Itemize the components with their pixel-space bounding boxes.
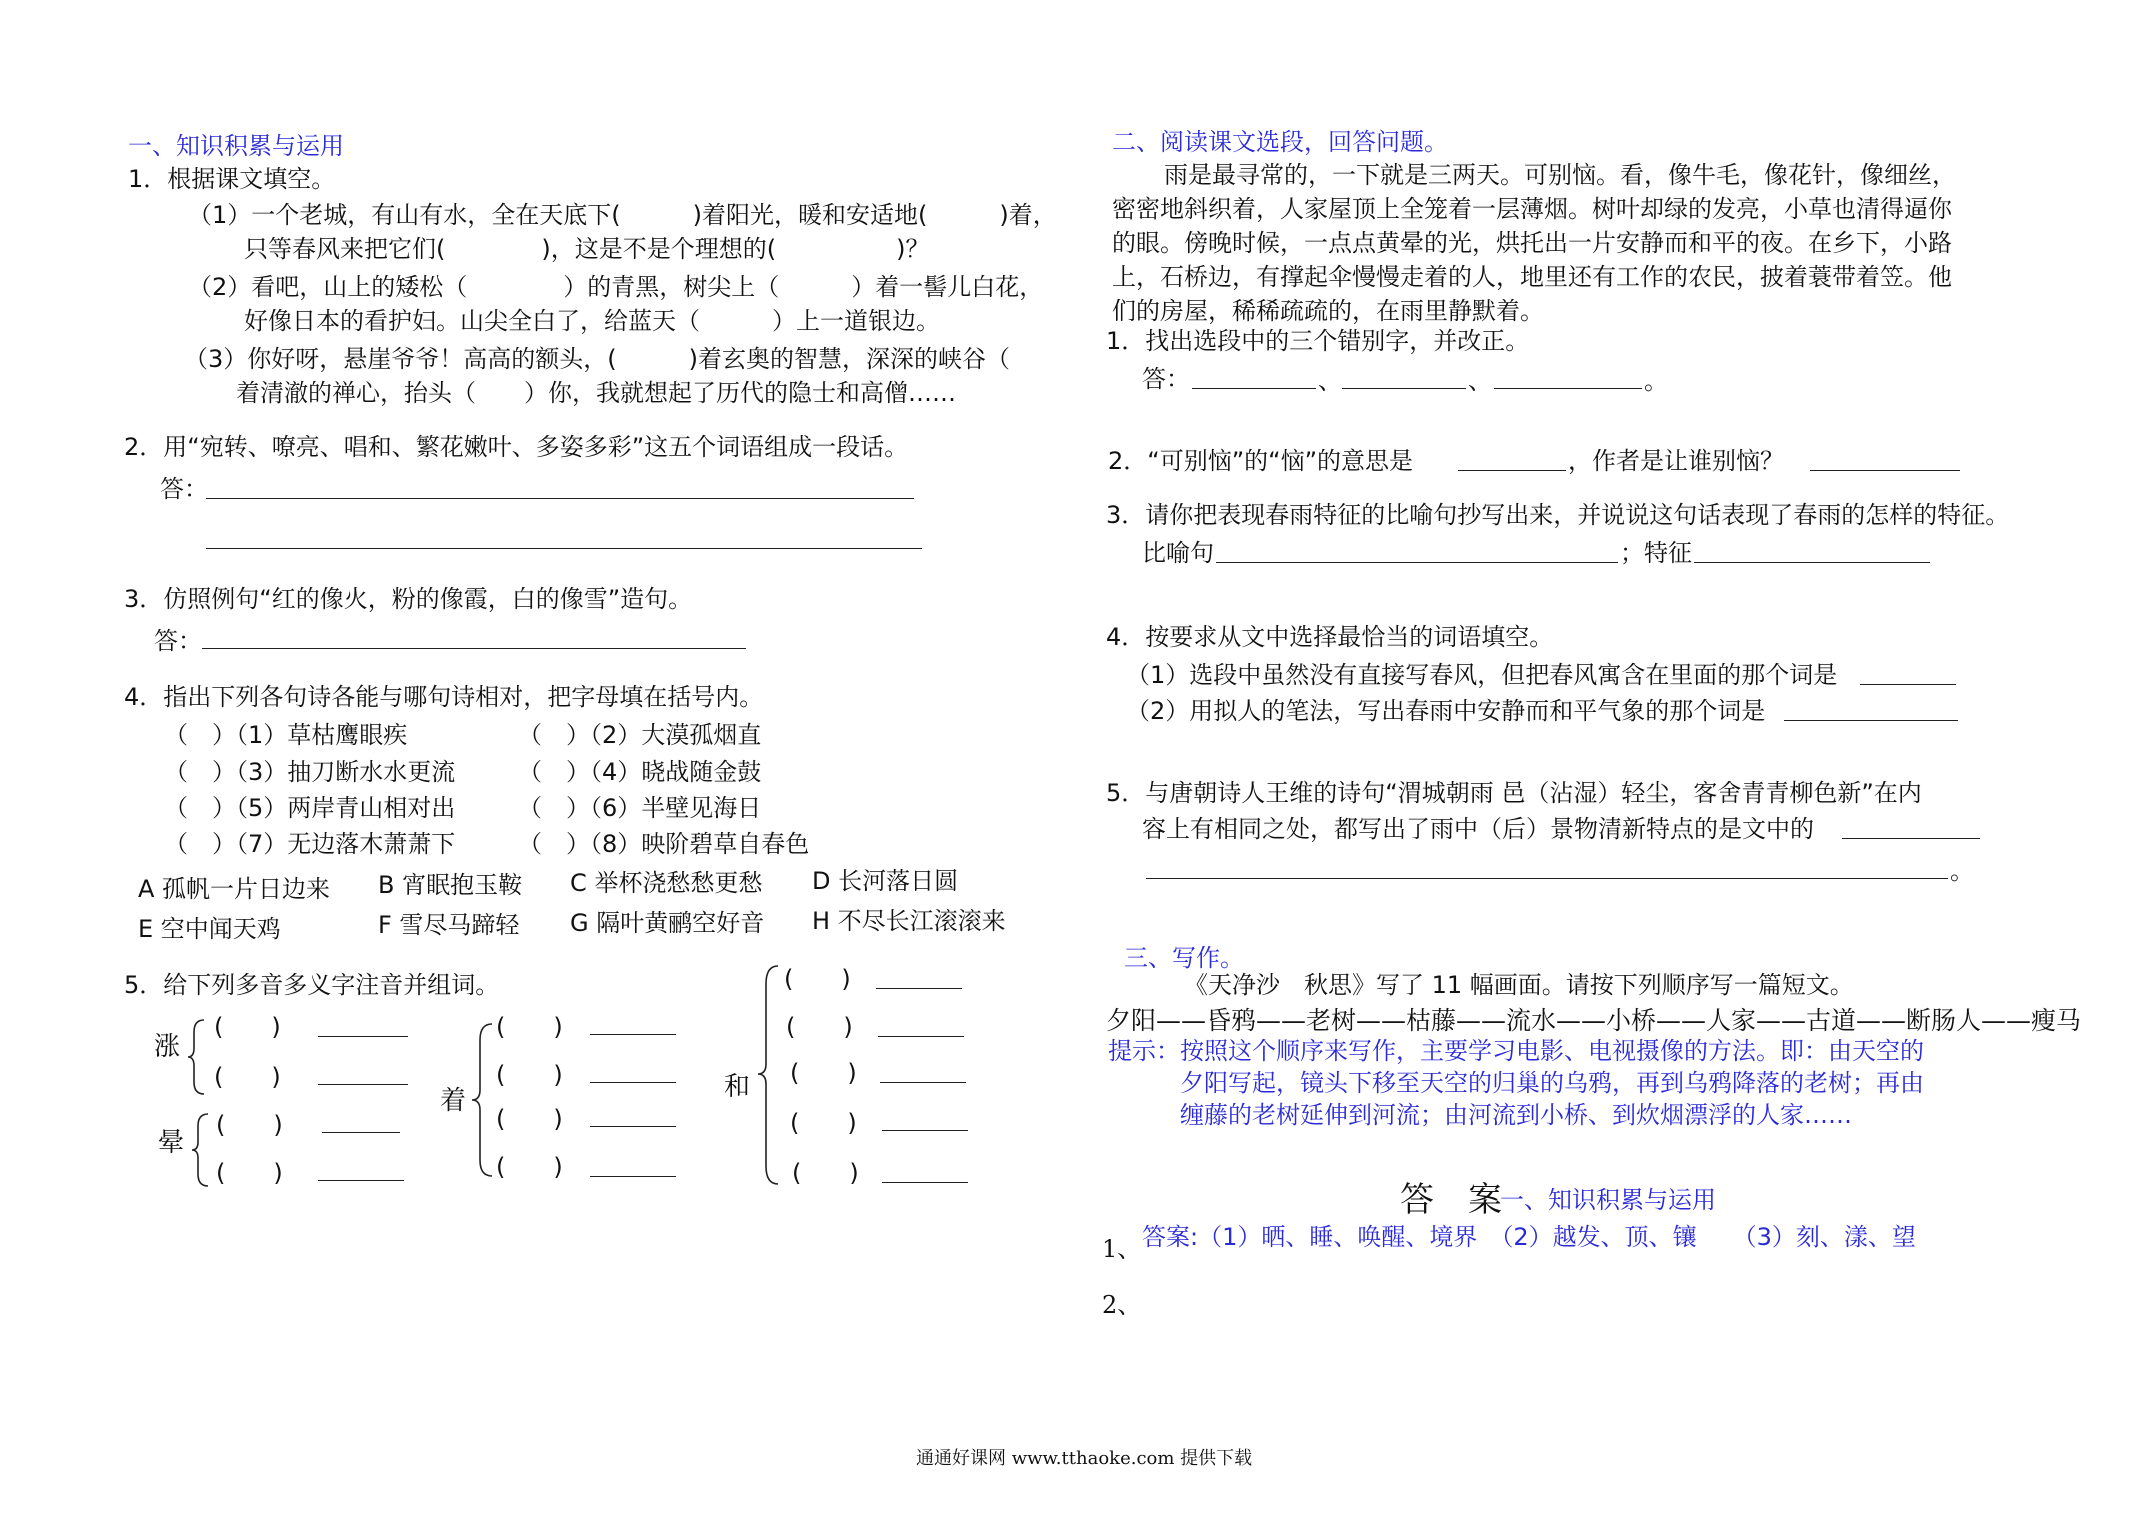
q1-p2-line1: （2）看吧，山上的矮松（ ）的青黑，树尖上（ ）着一髻儿白花， bbox=[188, 273, 1044, 301]
q5-zhang-line-1[interactable] bbox=[318, 1036, 408, 1037]
rq5-blank-2[interactable] bbox=[1146, 878, 1948, 879]
q5-he-paren-2: ( ) bbox=[786, 1013, 853, 1041]
q1-p3-line1: （3）你好呀，悬崖爷爷！高高的额头，( )着玄奥的智慧，深深的峡谷（ bbox=[184, 345, 1010, 373]
q5-zhe-paren-3: ( ) bbox=[496, 1105, 563, 1133]
q5-brace-zhe bbox=[470, 1022, 496, 1178]
q5-yun-paren-2: ( ) bbox=[216, 1159, 283, 1187]
q5-zhe-paren-4: ( ) bbox=[496, 1153, 563, 1181]
rq1-label: 1．找出选段中的三个错别字，并改正。 bbox=[1106, 327, 1530, 355]
q4-option-c: C 举杯浇愁愁更愁 bbox=[570, 869, 763, 897]
answer-2-number: 2、 bbox=[1102, 1291, 1142, 1319]
section1-title: 一、知识积累与运用 bbox=[128, 132, 344, 160]
rq4-sub2: （2）用拟人的笔法，写出春雨中安静而和平气象的那个词是 bbox=[1126, 697, 1766, 725]
answers-title: 答 案 bbox=[1400, 1180, 1502, 1220]
q3-label: 3．仿照例句“红的像火，粉的像霞，白的像雪”造句。 bbox=[124, 585, 693, 613]
q4-option-a: A 孤帆一片日边来 bbox=[138, 875, 331, 903]
rq1-blank-3[interactable] bbox=[1494, 388, 1642, 389]
writing-sequence: 夕阳——昏鸦——老树——枯藤——流水——小桥——人家——古道——断肠人——瘦马 bbox=[1106, 1006, 2082, 1035]
rq1-answer-prefix: 答： bbox=[1142, 365, 1190, 393]
rq5-line2: 容上有相同之处，都写出了雨中（后）景物清新特点的是文中的 bbox=[1142, 815, 1814, 843]
rq1-blank-2[interactable] bbox=[1342, 388, 1466, 389]
q1-label: 1．根据课文填空。 bbox=[128, 165, 336, 193]
q4-row3-right: （ ）（6）半壁见海日 bbox=[518, 794, 762, 822]
q5-char-he: 和 bbox=[724, 1072, 751, 1102]
q1-p1-line2: 只等春风来把它们( )，这是不是个理想的( )？ bbox=[244, 235, 930, 263]
q5-zhang-paren-1: ( ) bbox=[214, 1013, 281, 1041]
q4-option-f: F 雪尽马蹄轻 bbox=[378, 911, 520, 939]
q5-he-line-5[interactable] bbox=[882, 1182, 968, 1183]
q5-yun-paren-1: ( ) bbox=[216, 1111, 283, 1139]
q5-he-paren-5: ( ) bbox=[792, 1159, 859, 1187]
rq4-blank-1[interactable] bbox=[1860, 684, 1956, 685]
q4-option-g: G 隔叶黄鹂空好音 bbox=[570, 909, 765, 937]
passage-line-4: 上，石桥边，有撑起伞慢慢走着的人，地里还有工作的农民，披着蓑带着笠。他 bbox=[1112, 263, 1952, 291]
q5-label: 5．给下列多音多义字注音并组词。 bbox=[124, 971, 500, 999]
rq5-end: 。 bbox=[1950, 857, 1974, 885]
q5-char-zhang: 涨 bbox=[154, 1032, 181, 1062]
rq1-end: 。 bbox=[1644, 367, 1668, 395]
rq2-part1: 2．“可别恼”的“恼”的意思是 bbox=[1108, 447, 1414, 475]
q5-brace-he bbox=[756, 964, 782, 1186]
rq3-blank-2[interactable] bbox=[1694, 562, 1930, 563]
q1-p1-line1: （1）一个老城，有山有水，全在天底下( )着阳光，暖和安适地( )着， bbox=[188, 201, 1057, 229]
section3-title: 三、写作。 bbox=[1124, 944, 1244, 972]
writing-hint-3: 缠藤的老树延伸到河流；由河流到小桥、到炊烟漂浮的人家…… bbox=[1180, 1101, 1852, 1129]
q3-answer-line[interactable] bbox=[202, 648, 746, 649]
q2-answer-line-2[interactable] bbox=[206, 548, 922, 549]
q5-yun-line-2[interactable] bbox=[318, 1180, 404, 1181]
rq3-blank-1[interactable] bbox=[1216, 562, 1618, 563]
rq1-sep-2: 、 bbox=[1468, 367, 1492, 395]
q5-zhe-paren-2: ( ) bbox=[496, 1061, 563, 1089]
rq4-sub1: （1）选段中虽然没有直接写春风，但把春风寓含在里面的那个词是 bbox=[1126, 661, 1838, 689]
rq3-sub2: ；特征 bbox=[1620, 539, 1692, 567]
rq4-blank-2[interactable] bbox=[1784, 720, 1958, 721]
q5-char-yun: 晕 bbox=[158, 1128, 185, 1158]
q3-answer-prefix: 答： bbox=[154, 627, 202, 655]
q5-zhe-line-1[interactable] bbox=[590, 1034, 676, 1035]
answers-subtitle: 一、知识积累与运用 bbox=[1500, 1186, 1716, 1214]
rq1-sep-1: 、 bbox=[1318, 367, 1342, 395]
q5-zhang-line-2[interactable] bbox=[318, 1084, 408, 1085]
q1-p2-line2: 好像日本的看护妇。山尖全白了，给蓝天（ ）上一道银边。 bbox=[244, 307, 940, 335]
q5-zhe-line-3[interactable] bbox=[590, 1126, 676, 1127]
q5-he-line-3[interactable] bbox=[880, 1082, 966, 1083]
rq2-blank-2[interactable] bbox=[1810, 470, 1960, 471]
passage-line-1: 雨是最寻常的，一下就是三两天。可别恼。看，像牛毛，像花针，像细丝， bbox=[1164, 161, 1956, 189]
passage-line-5: 们的房屋，稀稀疏疏的，在雨里静默着。 bbox=[1112, 297, 1544, 325]
q2-answer-prefix: 答： bbox=[160, 475, 208, 503]
q4-row2-right: （ ）（4）晓战随金鼓 bbox=[518, 758, 762, 786]
rq2-part2: ，作者是让谁别恼？ bbox=[1568, 447, 1784, 475]
answer-1-number: 1、 bbox=[1102, 1235, 1142, 1263]
footer-credit: 通通好课网 www.tthaoke.com 提供下载 bbox=[916, 1448, 1253, 1469]
q5-zhe-line-2[interactable] bbox=[590, 1082, 676, 1083]
q4-row4-right: （ ）（8）映阶碧草自春色 bbox=[518, 830, 810, 858]
q4-row3-left: （ ）（5）两岸青山相对出 bbox=[164, 794, 456, 822]
rq4-label: 4．按要求从文中选择最恰当的词语填空。 bbox=[1106, 623, 1554, 651]
q5-he-line-1[interactable] bbox=[876, 988, 962, 989]
q5-zhe-paren-1: ( ) bbox=[496, 1013, 563, 1041]
q5-brace-yun bbox=[190, 1112, 212, 1188]
rq1-blank-1[interactable] bbox=[1192, 388, 1316, 389]
q4-option-d: D 长河落日圆 bbox=[812, 867, 959, 895]
rq3-label: 3．请你把表现春雨特征的比喻句抄写出来，并说说这句话表现了春雨的怎样的特征。 bbox=[1106, 501, 2010, 529]
q4-row2-left: （ ）（3）抽刀断水水更流 bbox=[164, 758, 456, 786]
q4-option-h: H 不尽长江滚滚来 bbox=[812, 907, 1006, 935]
q4-option-e: E 空中闻天鸡 bbox=[138, 915, 281, 943]
q4-row4-left: （ ）（7）无边落木萧萧下 bbox=[164, 830, 456, 858]
q4-row1-left: （ ）（1）草枯鹰眼疾 bbox=[164, 721, 408, 749]
q5-he-line-2[interactable] bbox=[878, 1036, 964, 1037]
q5-brace-zhang bbox=[186, 1018, 208, 1096]
q5-zhe-line-4[interactable] bbox=[590, 1176, 676, 1177]
section2-title: 二、阅读课文选段，回答问题。 bbox=[1112, 128, 1448, 156]
q4-row1-right: （ ）（2）大漠孤烟直 bbox=[518, 721, 762, 749]
q5-char-zhe: 着 bbox=[440, 1086, 467, 1116]
q5-he-paren-3: ( ) bbox=[790, 1059, 857, 1087]
rq2-blank-1[interactable] bbox=[1458, 470, 1566, 471]
q2-label: 2．用“宛转、嘹亮、唱和、繁花嫩叶、多姿多彩”这五个词语组成一段话。 bbox=[124, 433, 909, 461]
q5-zhang-paren-2: ( ) bbox=[214, 1063, 281, 1091]
q5-he-line-4[interactable] bbox=[882, 1130, 968, 1131]
q4-label: 4．指出下列各句诗各能与哪句诗相对，把字母填在括号内。 bbox=[124, 683, 764, 711]
writing-intro: 《天净沙 秋思》写了 11 幅画面。请按下列顺序写一篇短文。 bbox=[1184, 971, 1854, 999]
writing-hint-2: 夕阳写起，镜头下移至天空的归巢的乌鸦，再到乌鸦降落的老树；再由 bbox=[1180, 1069, 1924, 1097]
rq5-line1: 5．与唐朝诗人王维的诗句“渭城朝雨 邑（沾湿）轻尘，客舍青青柳色新”在内 bbox=[1106, 779, 1922, 807]
passage-line-3: 的眼。傍晚时候，一点点黄晕的光，烘托出一片安静而和平的夜。在乡下，小路 bbox=[1112, 229, 1952, 257]
q5-yun-line-1[interactable] bbox=[322, 1132, 400, 1133]
rq3-sub1: 比喻句 bbox=[1142, 539, 1214, 567]
q5-he-paren-1: ( ) bbox=[784, 965, 851, 993]
writing-hint-1: 提示：按照这个顺序来写作，主要学习电影、电视摄像的方法。即：由天空的 bbox=[1108, 1037, 1924, 1065]
q2-answer-line-1[interactable] bbox=[206, 498, 914, 499]
passage-line-2: 密密地斜织着，人家屋顶上全笼着一层薄烟。树叶却绿的发亮，小草也清得逼你 bbox=[1112, 195, 1952, 223]
rq5-blank-1[interactable] bbox=[1842, 838, 1980, 839]
q1-p3-line2: 着清澈的禅心，抬头（ ）你，我就想起了历代的隐士和高僧…… bbox=[236, 379, 956, 407]
q5-he-paren-4: ( ) bbox=[790, 1109, 857, 1137]
q4-option-b: B 宵眠抱玉鞍 bbox=[378, 871, 523, 899]
answer-1-text: 答案:（1）晒、睡、唤醒、境界 （2）越发、顶、镶 （3）刻、漾、望 bbox=[1142, 1223, 1916, 1251]
